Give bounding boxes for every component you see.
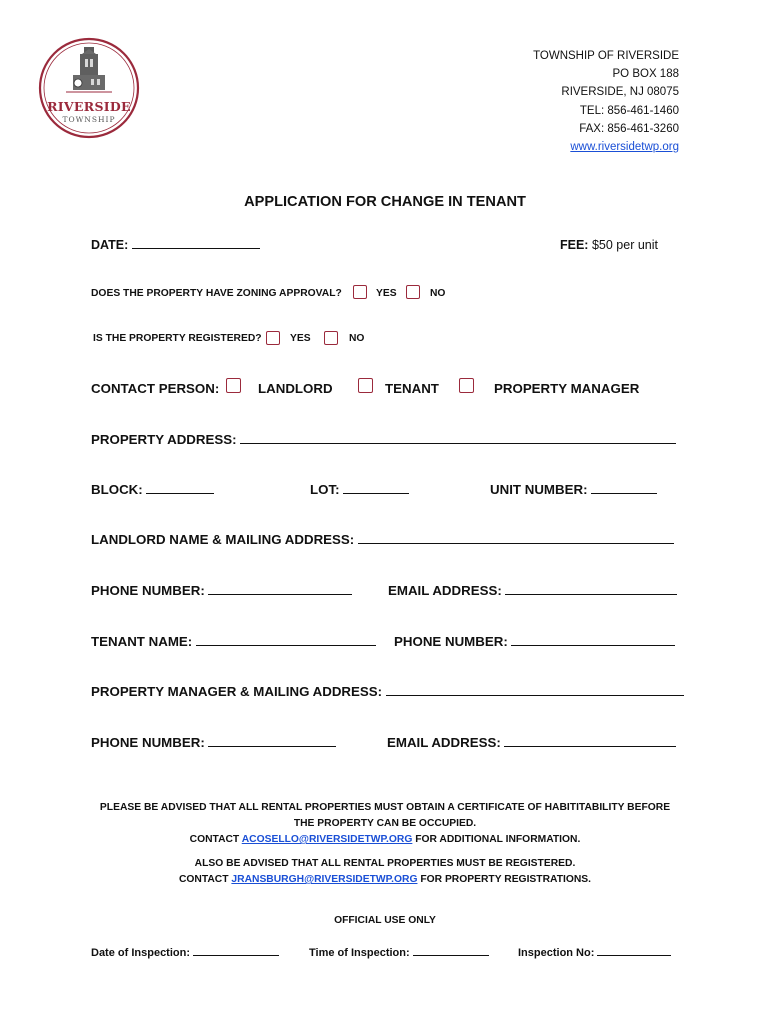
pm-address-label: PROPERTY MANAGER & MAILING ADDRESS:	[91, 684, 383, 699]
time-of-inspection-field	[309, 945, 489, 959]
contact-tenant-checkbox[interactable]	[358, 378, 373, 393]
contact-person-label: CONTACT PERSON:	[91, 381, 220, 396]
landlord-email-blank[interactable]	[505, 584, 677, 595]
notice-contact-2-pre: CONTACT	[178, 874, 229, 885]
zoning-no-label: NO	[430, 288, 446, 299]
phone-line: TEL: 856-461-1460	[579, 104, 679, 117]
landlord-phone-field	[91, 583, 352, 598]
date-of-inspection-label: Date of Inspection:	[91, 947, 191, 959]
address-line-1: TOWNSHIP OF RIVERSIDE	[533, 50, 679, 62]
block-blank[interactable]	[146, 483, 214, 494]
property-address-label: PROPERTY ADDRESS:	[91, 432, 237, 447]
landlord-address-field	[91, 532, 674, 547]
inspection-no-field	[518, 945, 671, 959]
unit-number-label: UNIT NUMBER:	[490, 482, 588, 497]
fee-field	[560, 238, 658, 252]
date-label: DATE:	[91, 238, 129, 252]
landlord-address-blank[interactable]	[358, 533, 674, 544]
inspection-no-blank[interactable]	[597, 945, 671, 956]
pm-email-label: EMAIL ADDRESS:	[387, 735, 501, 750]
time-of-inspection-blank[interactable]	[413, 945, 489, 956]
block-field	[91, 482, 214, 497]
unit-number-field	[490, 482, 657, 497]
fax-line: FAX: 856-461-3260	[579, 122, 679, 135]
tenant-phone-blank[interactable]	[511, 635, 675, 646]
notice-contact-1	[0, 832, 770, 848]
pm-phone-label: PHONE NUMBER:	[91, 735, 205, 750]
address-line-3: RIVERSIDE, NJ 08075	[561, 86, 679, 99]
notice-contact-1-post: FOR ADDITIONAL INFORMATION.	[415, 834, 581, 845]
page-title: APPLICATION FOR CHANGE IN TENANT	[244, 194, 526, 210]
tenant-phone-field	[394, 634, 675, 649]
date-field	[91, 238, 260, 252]
property-address-field	[91, 432, 676, 447]
fee-label: FEE:	[560, 238, 589, 252]
website-link[interactable]: www.riversidetwp.org	[570, 141, 679, 154]
fee-value: $50 per unit	[591, 238, 658, 252]
tenant-phone-label: PHONE NUMBER:	[394, 634, 508, 649]
contact-landlord-checkbox[interactable]	[226, 378, 241, 393]
date-blank[interactable]	[132, 238, 260, 249]
contact-property-manager-label: PROPERTY MANAGER	[494, 381, 640, 396]
riverside-township-logo	[38, 37, 140, 139]
pm-email-blank[interactable]	[504, 736, 676, 747]
notice-line-2: THE PROPERTY CAN BE OCCUPIED.	[293, 818, 477, 829]
contact-tenant-label: TENANT	[385, 381, 439, 396]
landlord-address-label: LANDLORD NAME & MAILING ADDRESS:	[91, 532, 355, 547]
pm-address-field	[91, 684, 684, 699]
landlord-phone-blank[interactable]	[208, 584, 352, 595]
official-use-heading: OFFICIAL USE ONLY	[334, 915, 436, 926]
notice-contact-1-pre: CONTACT	[189, 834, 240, 845]
tenant-name-blank[interactable]	[196, 635, 376, 646]
property-address-blank[interactable]	[240, 433, 676, 444]
lot-blank[interactable]	[343, 483, 409, 494]
registered-yes-label: YES	[290, 333, 311, 344]
time-of-inspection-label: Time of Inspection:	[309, 947, 410, 959]
landlord-email-label: EMAIL ADDRESS:	[388, 583, 502, 598]
zoning-yes-label: YES	[376, 288, 397, 299]
zoning-question: DOES THE PROPERTY HAVE ZONING APPROVAL?	[91, 288, 342, 299]
acosello-email-link[interactable]: ACOSELLO@RIVERSIDETWP.ORG	[241, 834, 413, 845]
unit-number-blank[interactable]	[591, 483, 657, 494]
pm-phone-blank[interactable]	[208, 736, 336, 747]
logo-name-text: RIVERSIDE	[47, 99, 131, 114]
inspection-no-label: Inspection No:	[518, 947, 595, 959]
date-of-inspection-field	[91, 945, 279, 959]
registered-no-label: NO	[349, 333, 365, 344]
landlord-email-field	[388, 583, 677, 598]
zoning-yes-checkbox[interactable]	[353, 285, 367, 299]
pm-email-field	[387, 735, 676, 750]
contact-property-manager-checkbox[interactable]	[459, 378, 474, 393]
pm-phone-field	[91, 735, 336, 750]
notice-contact-2-post: FOR PROPERTY REGISTRATIONS.	[420, 874, 592, 885]
block-label: BLOCK:	[91, 482, 143, 497]
date-of-inspection-blank[interactable]	[193, 945, 279, 956]
lot-label: LOT:	[310, 482, 340, 497]
lot-field	[310, 482, 409, 497]
contact-landlord-label: LANDLORD	[258, 381, 333, 396]
address-line-2: PO BOX 188	[612, 68, 679, 81]
tenant-name-label: TENANT NAME:	[91, 634, 193, 649]
zoning-no-checkbox[interactable]	[406, 285, 420, 299]
jransburgh-email-link[interactable]: JRANSBURGH@RIVERSIDETWP.ORG	[231, 874, 418, 885]
tenant-name-field	[91, 634, 376, 649]
registered-question: IS THE PROPERTY REGISTERED?	[93, 333, 262, 344]
registered-yes-checkbox[interactable]	[266, 331, 280, 345]
township-address-block	[533, 47, 679, 156]
notice-line-4: ALSO BE ADVISED THAT ALL RENTAL PROPERTIES MUST BE REGISTERED.	[194, 858, 576, 869]
registered-no-checkbox[interactable]	[324, 331, 338, 345]
pm-address-blank[interactable]	[386, 685, 684, 696]
notice-contact-2	[0, 872, 770, 888]
notice-line-1: PLEASE BE ADVISED THAT ALL RENTAL PROPERTIES MUST OBTAIN A CERTIFICATE OF HABITITABILITY BEFORE	[99, 802, 671, 813]
logo-sub-text: TOWNSHIP	[62, 115, 116, 124]
landlord-phone-label: PHONE NUMBER:	[91, 583, 205, 598]
